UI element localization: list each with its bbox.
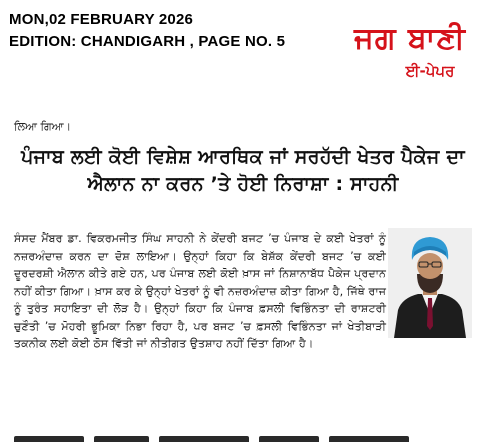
article-paragraph: ਸੰਸਦ ਮੈਂਬਰ ਡਾ. ਵਿਕਰਮਜੀਤ ਸਿੰਘ ਸਾਹਨੀ ਨੇ ਕੇਂਦਰੀ ਬਜਟ ’ਚ ਪੰਜਾਬ ਦੇ ਕਈ ਖੇਤਰਾਂ ਨੂੰ ਨਜ਼ਰਅੰਦਾਜ਼ ਕਰਨ ਦਾ ਦੋਸ਼ ਲਾਇਆ। ਉਨ੍ਹਾਂ ਕਿਹਾ ਕਿ ਬੇਸ਼ੱਕ ਕੇਂਦਰੀ ਬਜਟ ’ਚ ਕਈ ਦੂਰਦਰਸ਼ੀ ਐਲਾਨ ਕੀਤੇ ਗਏ ਹਨ, ਪਰ ਪੰਜਾਬ ਲਈ ਕੋਈ ਖ਼ਾਸ ਜਾਂ ਨਿਸ਼ਾਨਾਬੱਧ ਪੈਕੇਜ ਪ੍ਰਦਾਨ ਨਹੀਂ ਕੀਤਾ ਗਿਆ। ਖ਼ਾਸ ਕਰ ਕੇ ਉਨ੍ਹਾਂ ਖੇਤਰਾਂ ਨੂੰ ਵੀ ਨਜ਼ਰਅੰਦਾਜ਼ ਕੀਤਾ ਗਿਆ ਹੈ, ਜਿੱਥੇ ਰਾਜ ਨੂੰ ਤੁਰੰਤ ਸਹਾਇਤਾ ਦੀ ਲੋੜ ਹੈ। ਉਨ੍ਹਾਂ ਕਿਹਾ ਕਿ ਪੰਜਾਬ ਫ਼ਸਲੀ ਵਿਭਿੰਨਤਾ ਦੀ ਰਾਸ਼ਟਰੀ ਚੁਣੌਤੀ ’ਚ ਮੋਹਰੀ ਭੂਮਿਕਾ ਨਿਭਾ ਰਿਹਾ ਹੈ, ਪਰ ਬਜਟ ’ਚ ਫ਼ਸਲੀ ਵਿਭਿੰਨਤਾ ਜਾਂ ਖੇਤੀਬਾੜੀ ਤਕਨੀਕ ਲਈ ਕੋਈ ਠੋਸ ਵਿੱਤੀ ਜਾਂ ਨੀਤੀਗਤ ਉਤਸ਼ਾਹ ਨਹੀਂ ਦਿੱਤਾ ਗਿਆ ਹੈ। [14,232,386,350]
news-clipping [0,96,486,442]
article-headline: ਪੰਜਾਬ ਲਈ ਕੋਈ ਵਿਸ਼ੇਸ਼ ਆਰਥਿਕ ਜਾਂ ਸਰਹੱਦੀ ਖੇਤਰ ਪੈਕੇਜ ਦਾ ਐਲਾਨ ਨਾ ਕਰਨ ’ਤੇ ਹੋਈ ਨਿਰਾਸ਼ਾ : ਸਾਹਨੀ [21,146,465,195]
previous-article-fragment: ਲਿਆ ਗਿਆ। [14,120,72,133]
article-body [14,230,476,353]
logo-main-text: ਜਗ ਬਾਣੀ [354,21,466,56]
jagbani-logo[interactable] [340,22,480,80]
next-headline-fragment [14,428,474,442]
logo-sub-text: ਈ-ਪੇਪਰ [405,62,455,80]
issue-date: MON,02 FEBRUARY 2026 [9,11,194,28]
epaper-header [0,0,486,96]
edition-page-info: EDITION: CHANDIGARH , PAGE NO. 5 [9,33,286,50]
